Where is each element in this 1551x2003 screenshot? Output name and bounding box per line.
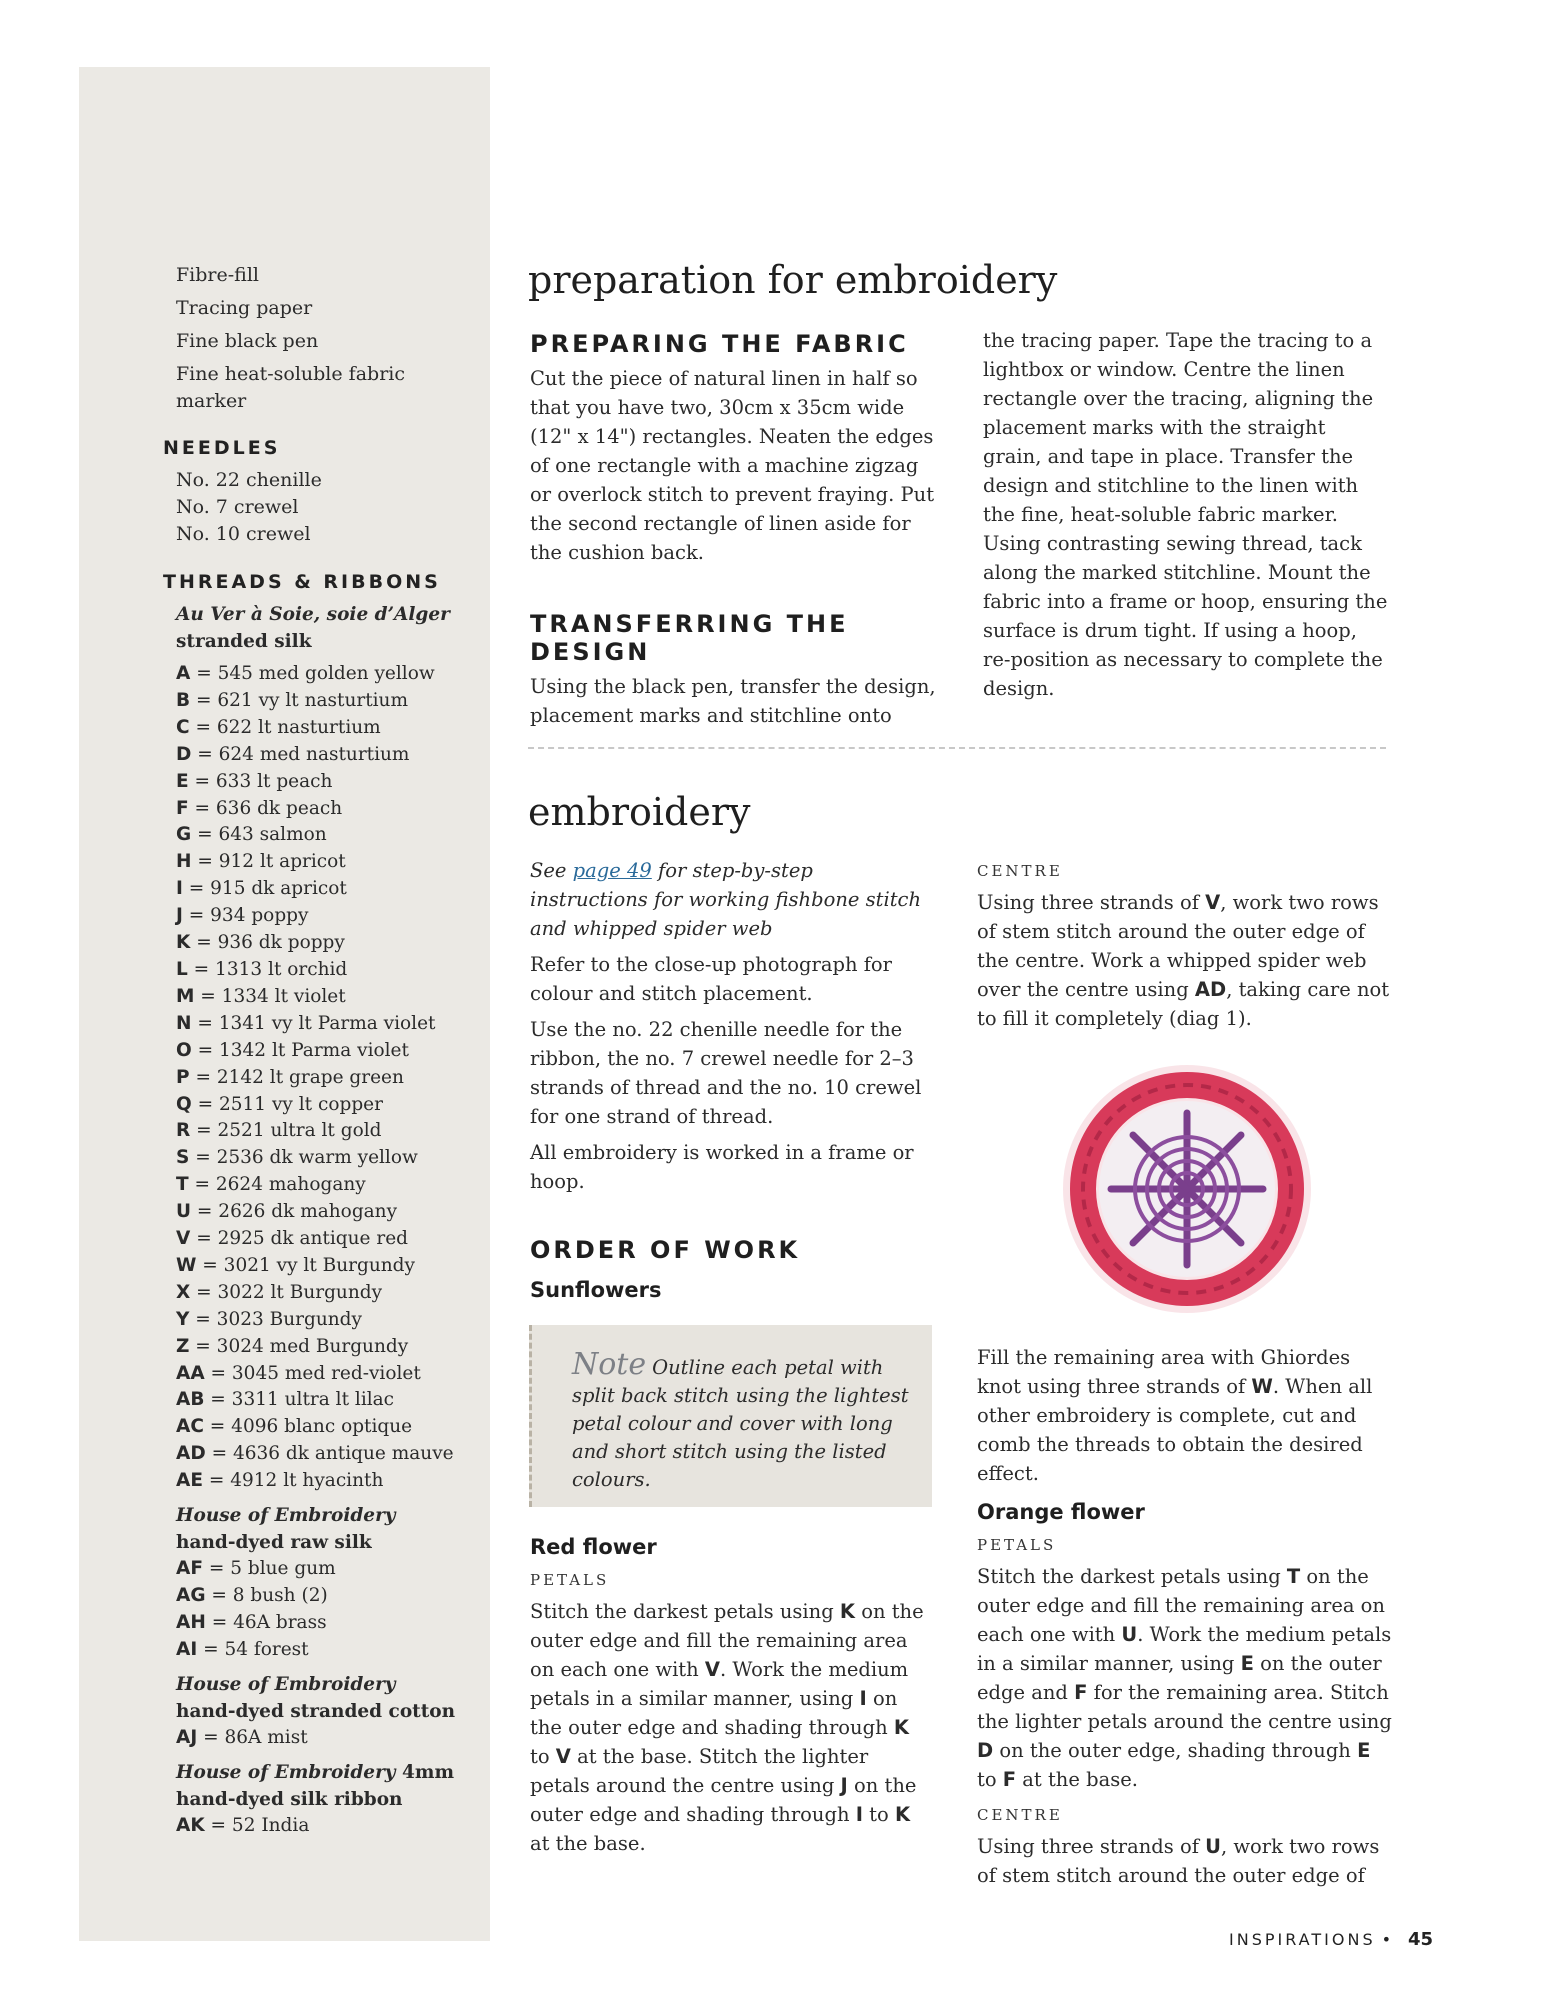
threads-section	[79, 571, 490, 1840]
thread-color-item: V = 2925 dk antique red	[176, 1228, 409, 1250]
thread-color-item: AK = 52 India	[176, 1814, 310, 1836]
thread-color-item: AB = 3311 ultra lt lilac	[176, 1389, 395, 1411]
thread-color-item: G = 643 salmon	[176, 824, 327, 846]
transfer-heading: TRANSFERRING THE DESIGN	[530, 610, 849, 666]
material-item: Fine black pen	[176, 330, 319, 352]
thread-color-item: AH = 46A brass	[176, 1611, 327, 1633]
see-reference: See page 49 for step-by-step instructions for working fishbone stitch and whipped spider web	[530, 859, 922, 940]
needle-item: No. 7 crewel	[176, 496, 299, 518]
materials-sidebar	[79, 67, 490, 1941]
threads-heading: THREADS & RIBBONS	[163, 571, 441, 593]
thread-color-item: U = 2626 dk mahogany	[176, 1201, 398, 1223]
thread-source: House of Embroidery 4mm hand-dyed silk ribbon	[176, 1761, 455, 1810]
color-list	[79, 1556, 490, 1664]
transfer-continued-text: the tracing paper. Tape the tracing to a lightbox or window. Centre the linen rectangle over the tracing, aligning the placement marks with the straight grain, and tape in place. Transfer the design and stitchline to the linen with the fine, heat-soluble fabric marker. Using contrasting sewing thread, tack along the marked stitchline. Mount the fabric into a frame or hoop, ensuring the surface is drum tight. If using a hoop, re-position as necessary to complete the design.	[983, 329, 1388, 700]
thread-color-item: X = 3022 lt Burgundy	[176, 1281, 383, 1303]
thread-color-item: H = 912 lt apricot	[176, 851, 346, 873]
fabric-text: Cut the piece of natural linen in half so that you have two, 30cm x 35cm wide (12" x 14") rectangles. Neaten the edges of one rectangle with a machine zigzag or overlock stitch to prevent fraying. Put the second rectangle of linen aside for the cushion back.	[530, 367, 935, 564]
prep-title: preparation for embroidery	[528, 258, 1058, 302]
page-link[interactable]: page 49	[572, 859, 652, 882]
thread-color-item: M = 1334 lt violet	[176, 985, 346, 1007]
thread-color-item: J = 934 poppy	[176, 905, 309, 927]
thread-color-item: D = 624 med nasturtium	[176, 743, 410, 765]
needle-item: No. 22 chenille	[176, 469, 322, 491]
note-label: Note	[572, 1347, 647, 1382]
material-item: Tracing paper	[176, 297, 313, 319]
color-list	[79, 1725, 490, 1752]
material-item: Fine heat-soluble fabric marker	[176, 363, 405, 412]
thread-source: House of Embroidery hand-dyed raw silk	[176, 1505, 396, 1554]
prep-left-column	[530, 330, 940, 730]
transfer-text: Using the black pen, transfer the design, placement marks and stitchline onto	[530, 675, 936, 727]
thread-color-item: AG = 8 bush (2)	[176, 1585, 328, 1606]
thread-color-item: N = 1341 vy lt Parma violet	[176, 1012, 436, 1034]
needles-section	[79, 437, 490, 548]
footer-section: INSPIRATIONS	[1229, 1930, 1376, 1949]
sunflowers-heading: Sunflowers	[530, 1278, 662, 1302]
thread-color-item: F = 636 dk peach	[176, 797, 343, 819]
thread-color-item: W = 3021 vy lt Burgundy	[176, 1254, 415, 1276]
thread-color-item: A = 545 med golden yellow	[176, 663, 435, 684]
thread-color-item: O = 1342 lt Parma violet	[176, 1039, 409, 1061]
thread-source: House of Embroidery hand-dyed stranded cotton	[176, 1673, 456, 1722]
thread-color-item: C = 622 lt nasturtium	[176, 716, 381, 738]
material-item: Fibre-fill	[176, 264, 259, 286]
thread-source: Au Ver à Soie, soie d’Alger stranded silk	[176, 604, 450, 652]
red-flower-heading: Red flower	[530, 1535, 657, 1559]
instruction-text: All embroidery is worked in a frame or hoop.	[530, 1141, 914, 1193]
color-list	[79, 661, 490, 1495]
petals-label: PETALS	[530, 1571, 610, 1589]
centre-text: Using three strands of U, work two rows of stem stitch around the outer edge of	[977, 1835, 1380, 1887]
thread-color-item: AF = 5 blue gum	[176, 1558, 336, 1580]
page-footer	[1229, 1929, 1433, 1950]
thread-color-item: B = 621 vy lt nasturtium	[176, 689, 409, 711]
centre-label: CENTRE	[977, 1806, 1063, 1824]
fill-text: Fill the remaining area with Ghiordes knot using three strands of W. When all other embroidery is complete, cut and comb the threads to obtain the desired effect.	[977, 1346, 1373, 1485]
petals-label: PETALS	[977, 1536, 1057, 1554]
thread-color-item: T = 2624 mahogany	[176, 1174, 366, 1196]
centre-label: CENTRE	[977, 862, 1063, 880]
thread-color-item: AE = 4912 lt hyacinth	[176, 1470, 384, 1492]
orange-flower-heading: Orange flower	[977, 1500, 1145, 1524]
order-heading: ORDER OF WORK	[530, 1236, 801, 1264]
thread-color-item: Z = 3024 med Burgundy	[176, 1335, 409, 1357]
thread-color-item: AD = 4636 dk antique mauve	[176, 1443, 454, 1465]
thread-color-item: AI = 54 forest	[176, 1638, 309, 1660]
instruction-text: Use the no. 22 chenille needle for the ribbon, the no. 7 crewel needle for 2–3 strands of thread and the no. 10 crewel for one strand of thread.	[530, 1018, 922, 1128]
thread-color-item: AJ = 86A mist	[176, 1726, 308, 1748]
thread-color-item: R = 2521 ultra lt gold	[176, 1120, 382, 1142]
needle-item: No. 10 crewel	[176, 523, 311, 545]
note-text: Note Outline each petal with split back stitch using the lightest petal colour and cover with long and short stitch using the listed colours.	[572, 1347, 909, 1491]
materials-list	[79, 262, 490, 421]
red-flower-section	[530, 1535, 925, 1858]
thread-color-item: AC = 4096 blanc optique	[176, 1416, 413, 1438]
red-petals-text: Stitch the darkest petals using K on the outer edge and fill the remaining area on each one with V. Work the medium petals in a similar manner, using I on the outer edge and shading through K to V at the base. Stitch the lighter petals around the centre using J on the outer edge and shading through I to K at the base.	[530, 1600, 924, 1855]
thread-color-item: K = 936 dk poppy	[176, 932, 345, 954]
thread-color-item: AA = 3045 med red-violet	[176, 1362, 421, 1384]
needles-heading: NEEDLES	[163, 437, 281, 459]
footer-separator: •	[1381, 1930, 1395, 1949]
centre-section	[977, 862, 1392, 1033]
embroidery-left-column	[530, 856, 935, 1302]
section-divider	[528, 747, 1386, 749]
thread-color-item: L = 1313 lt orchid	[176, 958, 348, 980]
thread-color-item: Y = 3023 Burgundy	[176, 1308, 362, 1330]
embroidery-title: embroidery	[528, 790, 751, 834]
instruction-text: Refer to the close-up photograph for colour and stitch placement.	[530, 953, 892, 1005]
thread-color-item: Q = 2511 vy lt copper	[176, 1093, 383, 1115]
centre-text: Using three strands of V, work two rows of stem stitch around the outer edge of the centre. Work a whipped spider web over the centre using AD, taking care not to fill it completely (diag 1).	[977, 891, 1390, 1030]
spider-web-diagram	[1048, 1050, 1326, 1328]
thread-color-item: E = 633 lt peach	[176, 770, 333, 792]
thread-color-item: I = 915 dk apricot	[176, 878, 347, 900]
thread-color-item: P = 2142 lt grape green	[176, 1066, 404, 1088]
page-number: 45	[1408, 1929, 1434, 1950]
prep-right-column	[983, 326, 1388, 703]
color-list	[79, 1813, 490, 1840]
orange-petals-text: Stitch the darkest petals using T on the outer edge and fill the remaining area on each one with U. Work the medium petals in a similar manner, using E on the outer edge and F for the remaining area. Stitch the lighter petals around the centre using D on the outer edge, shading through E to F at the base.	[977, 1565, 1392, 1791]
orange-flower-section	[977, 1343, 1392, 1890]
fabric-heading: PREPARING THE FABRIC	[530, 330, 909, 358]
thread-color-item: S = 2536 dk warm yellow	[176, 1147, 418, 1169]
note-box	[529, 1325, 932, 1507]
